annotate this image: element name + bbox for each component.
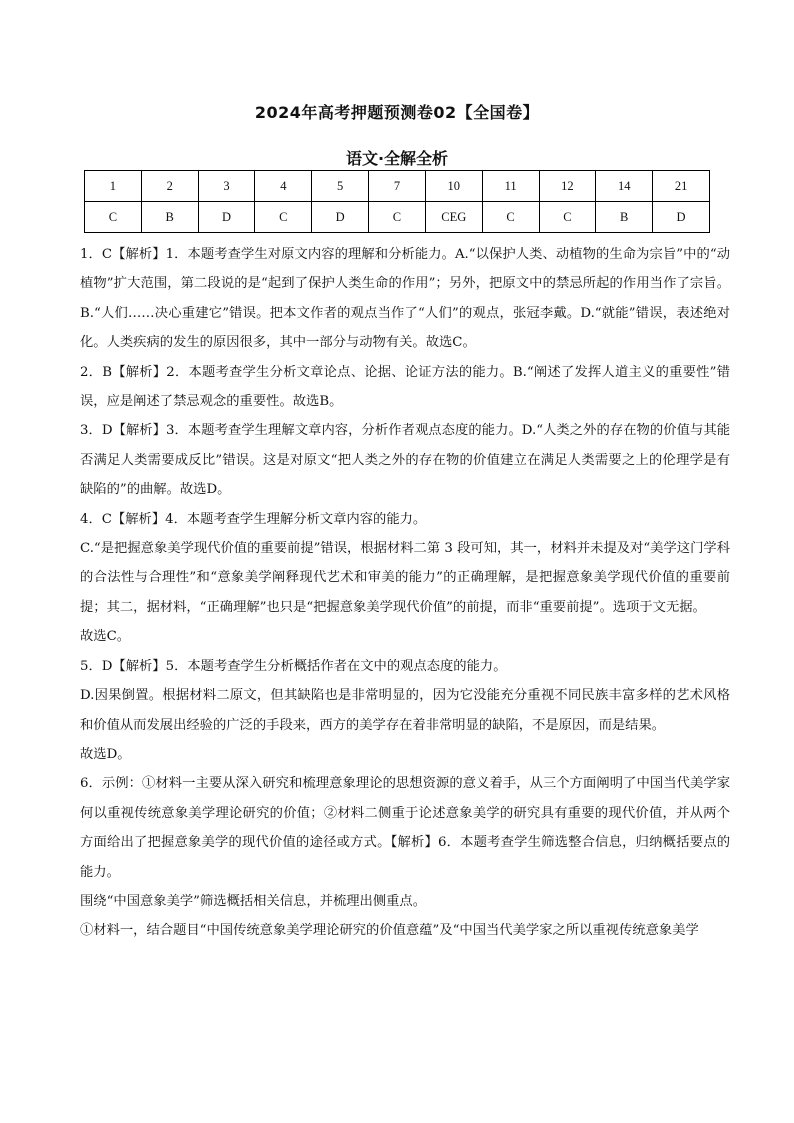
answer-cell: D <box>198 202 255 233</box>
explanation-q6: 6．示例：①材料一主要从深入研究和梳理意象理论的思想资源的意义着手，从三个方面阐明了中国当代美学家何以重视传统意象美学理论研究的价值；②材料二侧重于论述意象美学的研究具有重要的现代价值，并从两个方面给出了把握意象美学的现代价值的途径或方式。【解析】6．本题考查学生筛选整合信息，归纳概括要点的能力。 <box>80 776 730 880</box>
question-number-cell: 21 <box>653 171 710 202</box>
explanation-q6-method: 围绕“中国意象美学”筛选概括相关信息，并梳理出侧重点。 <box>80 893 427 909</box>
answer-cell: B <box>141 202 198 233</box>
answer-table <box>84 170 710 233</box>
explanation-body <box>80 240 730 946</box>
explanation-q3: 3．D【解析】3．本题考查学生理解文章内容，分析作者观点态度的能力。D.“人类之外的存在物的价值与其能否满足人类需要成反比”错误。这是对原文“把人类之外的存在物的价值建立在满足人类需要之上的伦理学是有缺陷的”的曲解。故选D。 <box>80 423 730 498</box>
explanation-q4-body: C.“是把握意象美学现代价值的重要前提”错误，根据材料二第 3 段可知，其一，材料并未提及对“美学这门学科的合法性与合理性”和“意象美学阐释现代艺术和审美的能力”的正确理解，是把握意象美学现代价值的重要前提；其二，据材料，“正确理解”也只是“把握意象美学现代价值”的前提，而非“重要前提”。选项于文无据。 <box>80 541 730 615</box>
answer-cell: C <box>255 202 312 233</box>
explanation-q6-point1: ①材料一，结合题目“中国传统意象美学理论研究的价值意蕴”及“中国当代美学家之所以重视传统意象美学 <box>80 923 699 939</box>
question-number-row <box>85 171 710 202</box>
explanation-q4-conclusion: 故选C。 <box>80 629 131 645</box>
question-number-cell: 4 <box>255 171 312 202</box>
answer-cell: CEG <box>425 202 482 233</box>
explanation-q1: 1．C【解析】1．本题考查学生对原文内容的理解和分析能力。A.“以保护人类、动植物的生命为宗旨”中的“动植物”扩大范围，第二段说的是“起到了保护人类生命的作用”；另外，把原文中的禁忌所起的作用当作了宗旨。B.“人们……决心重建它”错误。把本文作者的观点当作了“人们”的观点，张冠李戴。D.“就能”错误，表述绝对化。人类疾病的发生的原因很多，其中一部分与动物有关。故选C。 <box>80 247 730 351</box>
answer-cell: C <box>482 202 539 233</box>
explanation-q5-header: 5．D【解析】5．本题考查学生分析概括作者在文中的观点态度的能力。 <box>80 658 507 674</box>
answer-cell: C <box>539 202 596 233</box>
question-number-cell: 11 <box>482 171 539 202</box>
answer-cell: D <box>312 202 369 233</box>
document-subtitle: 语文·全解全析 <box>345 149 449 168</box>
question-number-cell: 5 <box>312 171 369 202</box>
question-number-cell: 10 <box>425 171 482 202</box>
answer-cell: C <box>369 202 426 233</box>
question-number-cell: 3 <box>198 171 255 202</box>
explanation-q5-conclusion: 故选D。 <box>80 746 131 762</box>
answer-cell: C <box>85 202 142 233</box>
answer-cell: B <box>596 202 653 233</box>
explanation-q2: 2．B【解析】2．本题考查学生分析文章论点、论据、论证方法的能力。B.“阐述了发挥人道主义的重要性”错误，应是阐述了禁忌观念的重要性。故选B。 <box>80 364 730 410</box>
question-number-cell: 2 <box>141 171 198 202</box>
document-title: 2024年高考押题预测卷02【全国卷】 <box>254 103 540 122</box>
answer-row <box>85 202 710 233</box>
question-number-cell: 1 <box>85 171 142 202</box>
question-number-cell: 12 <box>539 171 596 202</box>
explanation-q5-body: D.因果倒置。根据材料二原文，但其缺陷也是非常明显的，因为它没能充分重视不同民族丰富多样的艺术风格和价值从而发展出经验的广泛的手段来，西方的美学存在着非常明显的缺陷，不是原因，而是结果。 <box>80 688 730 733</box>
answer-cell: D <box>653 202 710 233</box>
question-number-cell: 14 <box>596 171 653 202</box>
question-number-cell: 7 <box>369 171 426 202</box>
explanation-q4-header: 4．C【解析】4．本题考查学生理解分析文章内容的能力。 <box>80 511 427 527</box>
